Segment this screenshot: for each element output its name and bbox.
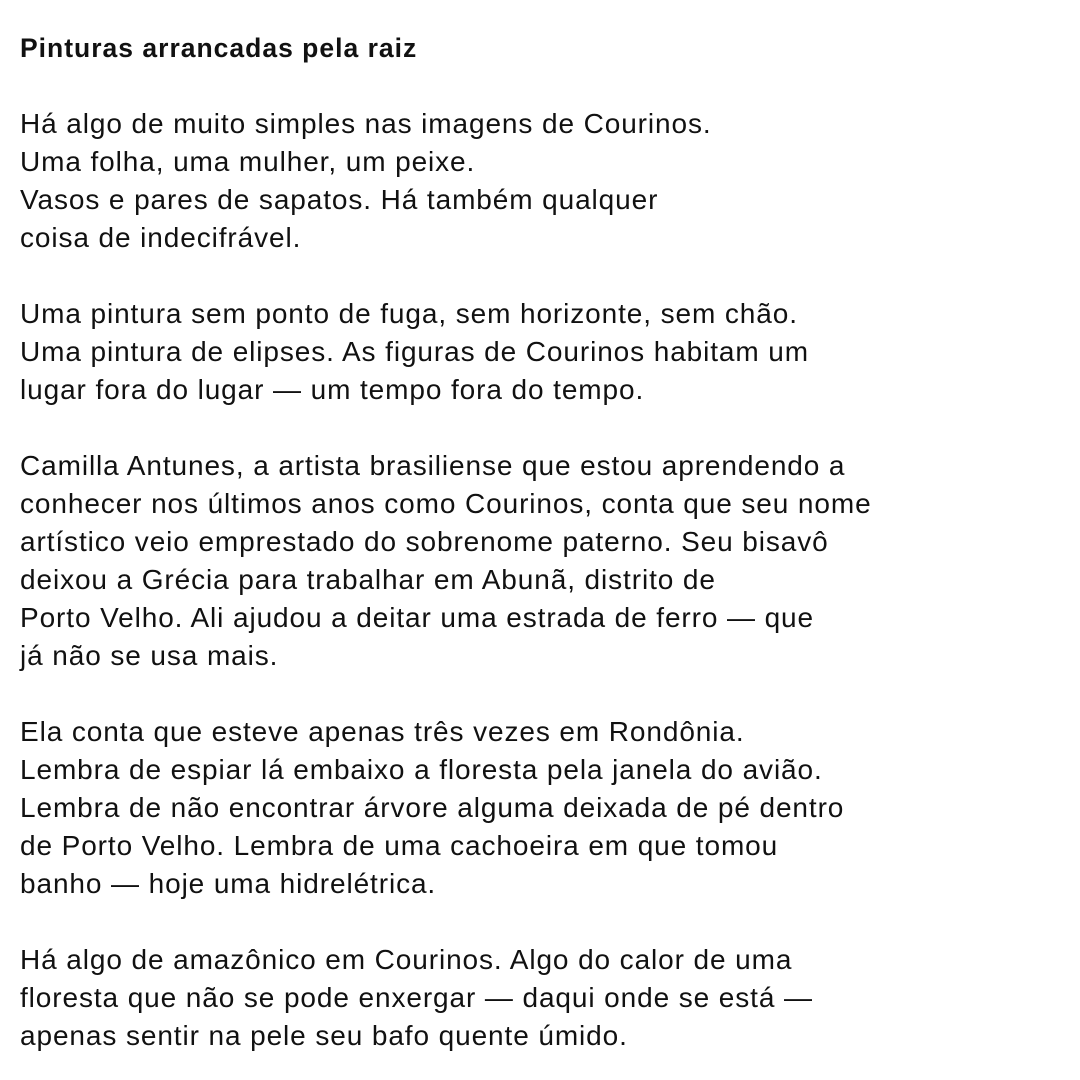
text-line: Uma pintura sem ponto de fuga, sem horizonte, sem chão. <box>20 298 798 329</box>
text-line: Lembra de não encontrar árvore alguma deixada de pé dentro <box>20 792 845 823</box>
text-line: Há algo de amazônico em Courinos. Algo do calor de uma <box>20 944 793 975</box>
article-title: Pinturas arrancadas pela raiz <box>20 33 418 63</box>
text-line: Lembra de espiar lá embaixo a floresta pela janela do avião. <box>20 754 823 785</box>
paragraph-5 <box>20 941 813 1055</box>
text-line: artístico veio emprestado do sobrenome paterno. Seu bisavô <box>20 526 829 557</box>
text-line: já não se usa mais. <box>20 640 279 671</box>
text-line: conhecer nos últimos anos como Courinos, conta que seu nome <box>20 488 872 519</box>
text-line: Camilla Antunes, a artista brasiliense que estou aprendendo a <box>20 450 846 481</box>
text-line: de Porto Velho. Lembra de uma cachoeira em que tomou <box>20 830 779 861</box>
paragraph-3 <box>20 447 872 675</box>
text-line: deixou a Grécia para trabalhar em Abunã, distrito de <box>20 564 716 595</box>
text-line: Ela conta que esteve apenas três vezes em Rondônia. <box>20 716 745 747</box>
text-line: Há algo de muito simples nas imagens de Courinos. <box>20 108 712 139</box>
paragraph-2 <box>20 295 809 409</box>
text-line: banho — hoje uma hidrelétrica. <box>20 868 437 899</box>
text-line: coisa de indecifrável. <box>20 222 302 253</box>
paragraph-4 <box>20 713 844 903</box>
text-line: Uma pintura de elipses. As figuras de Courinos habitam um <box>20 336 810 367</box>
text-line: Uma folha, uma mulher, um peixe. <box>20 146 476 177</box>
text-line: Porto Velho. Ali ajudou a deitar uma estrada de ferro — que <box>20 602 815 633</box>
text-line: Vasos e pares de sapatos. Há também qualquer <box>20 184 659 215</box>
text-line: floresta que não se pode enxergar — daqui onde se está — <box>20 982 813 1013</box>
paragraph-1 <box>20 105 712 257</box>
text-line: lugar fora do lugar — um tempo fora do tempo. <box>20 374 645 405</box>
text-line: apenas sentir na pele seu bafo quente úmido. <box>20 1020 628 1051</box>
